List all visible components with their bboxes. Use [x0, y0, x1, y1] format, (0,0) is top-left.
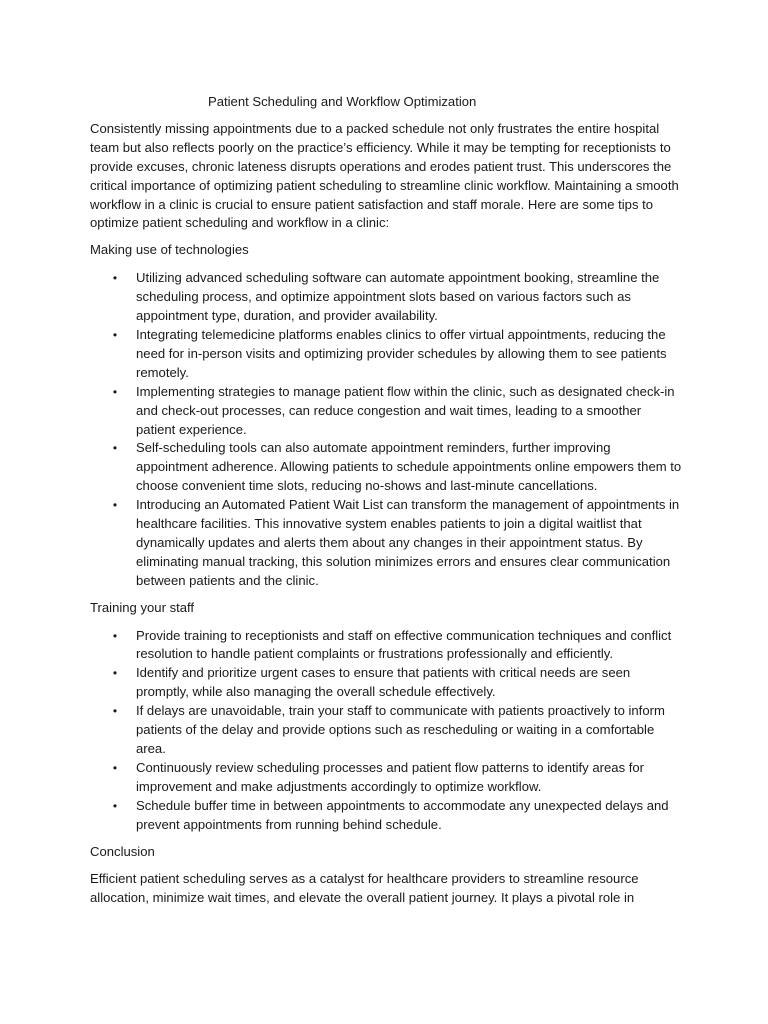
list-item-text: Self-scheduling tools can also automate appointment reminders, further improving appointment adherence. Allowing patients to schedule appointments online empowers them to choose convenient time slots, reducing no-shows and last-minute cancellations. — [136, 440, 682, 494]
list-item — [90, 269, 682, 326]
section-heading-conclusion: Conclusion — [90, 843, 155, 859]
list-item — [90, 702, 682, 759]
conclusion-paragraph: Efficient patient scheduling serves as a catalyst for healthcare providers to streamline resource allocation, minimize wait times, and elevate the overall patient journey. It plays a pivotal role in — [90, 871, 639, 906]
bullet-icon: • — [112, 271, 118, 286]
bullet-icon: • — [112, 704, 118, 719]
bullet-icon: • — [112, 441, 118, 456]
list-item — [90, 627, 682, 665]
list-item — [90, 797, 682, 835]
bullet-icon: • — [112, 760, 118, 775]
intro-paragraph: Consistently missing appointments due to a packed schedule not only frustrates the entire hospital team but also reflects poorly on the practice’s efficiency. While it may be tempting for receptionists to provide excuses, chronic lateness disrupts operations and erodes patient trust. This underscores the critical importance of optimizing patient scheduling to streamline clinic workflow. Maintaining a smooth workflow in a clinic is crucial to ensure patient satisfaction and staff morale. Here are some tips to optimize patient scheduling and workflow in a clinic: — [90, 120, 679, 231]
bullet-icon: • — [112, 798, 118, 813]
list-item-text: Continuously review scheduling processes and patient flow patterns to identify areas for improvement and make adjustments accordingly to optimize workflow. — [136, 759, 645, 794]
list-item — [90, 759, 682, 797]
list-item — [90, 383, 682, 440]
list-item-text: Introducing an Automated Patient Wait List can transform the management of appointments in healthcare facilities. This innovative system enables patients to join a digital waitlist that dynamically updates and alerts them about any changes in their appointment status. By eliminating manual tracking, this solution minimizes errors and ensures clear communication between patients and the clinic. — [136, 497, 680, 588]
list-item — [90, 664, 682, 702]
bullet-icon: • — [112, 666, 118, 681]
document-title: Patient Scheduling and Workflow Optimization — [208, 94, 477, 109]
list-item-text: Integrating telemedicine platforms enables clinics to offer virtual appointments, reducing the need for in-person visits and optimizing provider schedules by allowing them to see patients remotely. — [136, 326, 667, 380]
list-item — [90, 496, 682, 591]
list-item-text: Schedule buffer time in between appointments to accommodate any unexpected delays and prevent appointments from running behind schedule. — [136, 797, 669, 832]
list-item — [90, 326, 682, 383]
list-item-text: Utilizing advanced scheduling software can automate appointment booking, streamline the scheduling process, and optimize appointment slots based on various factors such as appointment type, duration, and provider availability. — [136, 270, 660, 324]
section-heading-technologies: Making use of technologies — [90, 242, 249, 258]
bullet-icon: • — [112, 327, 118, 342]
list-item-text: If delays are unavoidable, train your staff to communicate with patients proactively to inform patients of the delay and provide options such as rescheduling or waiting in a comfortable area. — [136, 703, 665, 756]
training-list — [90, 627, 682, 835]
list-item-text: Implementing strategies to manage patient flow within the clinic, such as designated check-in and check-out processes, can reduce congestion and wait times, leading to a smoother patient experience. — [136, 383, 675, 437]
bullet-icon: • — [112, 498, 118, 513]
list-item — [90, 439, 682, 496]
technologies-list — [90, 269, 682, 590]
bullet-icon: • — [112, 628, 118, 643]
document-page — [90, 93, 682, 916]
list-item-text: Provide training to receptionists and staff on effective communication techniques and conflict resolution to handle patient complaints or frustrations professionally and efficiently. — [136, 627, 672, 662]
bullet-icon: • — [112, 384, 118, 399]
section-heading-training: Training your staff — [90, 599, 195, 615]
list-item-text: Identify and prioritize urgent cases to ensure that patients with critical needs are seen promptly, while also managing the overall schedule effectively. — [136, 665, 631, 700]
